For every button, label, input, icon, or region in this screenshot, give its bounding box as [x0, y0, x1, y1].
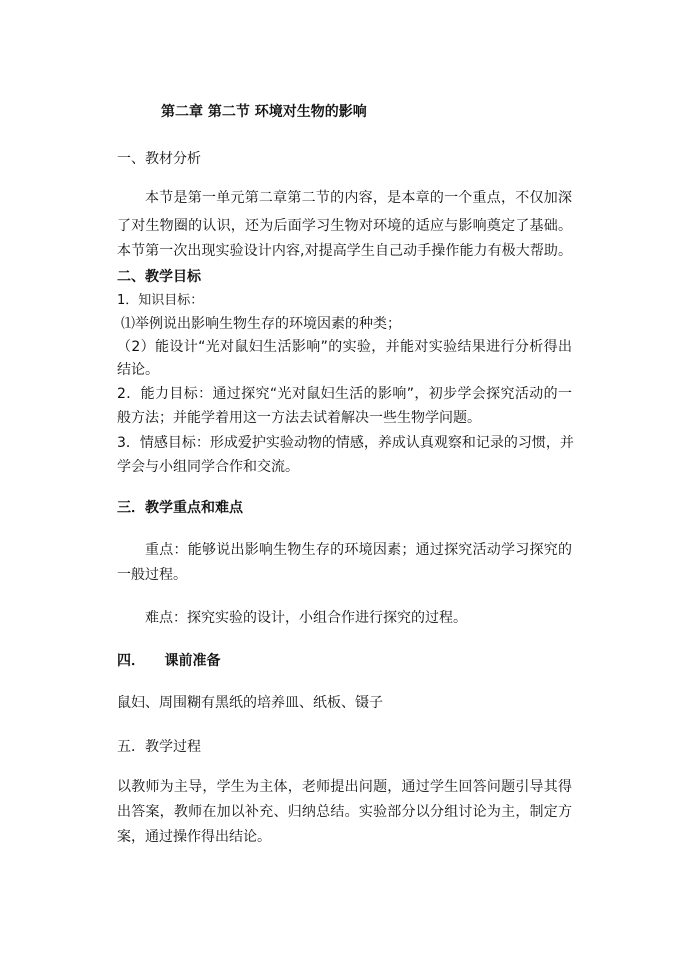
key-point-line-1: 重点：能够说出影响生物生存的环境因素；通过探究活动学习探究的 — [145, 542, 572, 558]
difficult-point: 难点：探究实验的设计，小组合作进行探究的过程。 — [145, 610, 467, 626]
knowledge-goal-heading: 1．知识目标： — [117, 293, 204, 308]
emotion-goal-line-2: 学会与小组同学合作和交流。 — [117, 459, 299, 475]
key-point-line-2: 一般过程。 — [117, 567, 187, 583]
section-3-heading: 三．教学重点和难点 — [117, 500, 243, 516]
process-line-1: 以教师为主导，学生为主体，老师提出问题，通过学生回答问题引导其得 — [117, 779, 572, 795]
section-1-line-2: 了对生物圈的认识，还为后面学习生物对环境的适应与影响奠定了基础。 — [117, 218, 572, 234]
section-4-heading: 四． 课前准备 — [117, 653, 221, 669]
section-1-line-3: 本节第一次出现实验设计内容,对提高学生自己动手操作能力有极大帮助。 — [117, 243, 572, 259]
section-5-heading: 五．教学过程 — [117, 739, 201, 755]
ability-goal-line-2: 般方法；并能学着用这一方法去试着解决一些生物学问题。 — [117, 410, 481, 426]
knowledge-goal-1: ⑴举例说出影响生物生存的环境因素的种类； — [121, 316, 401, 332]
page-title: 第二章 第二节 环境对生物的影响 — [161, 104, 367, 120]
knowledge-goal-2-line-1: （2）能设计“光对鼠妇生活影响”的实验，并能对实验结果进行分析得出 — [117, 339, 572, 355]
preparation-list: 鼠妇、周围糊有黑纸的培养皿、纸板、镊子 — [117, 695, 383, 711]
section-1-heading: 一、教材分析 — [117, 151, 201, 167]
knowledge-goal-2-line-2: 结论。 — [117, 362, 159, 378]
emotion-goal-line-1: 3．情感目标：形成爱护实验动物的情感，养成认真观察和记录的习惯，并 — [117, 435, 574, 451]
section-1-line-1: 本节是第一单元第二章第二节的内容，是本章的一个重点，不仅加深 — [145, 190, 572, 206]
process-line-2: 出答案，教师在加以补充、归纳总结。实验部分以分组讨论为主，制定方 — [117, 804, 572, 820]
process-line-3: 案，通过操作得出结论。 — [117, 829, 271, 845]
ability-goal-line-1: 2．能力目标：通过探究“光对鼠妇生活的影响”，初步学会探究活动的一 — [117, 386, 572, 402]
section-2-heading: 二、教学目标 — [117, 269, 201, 285]
